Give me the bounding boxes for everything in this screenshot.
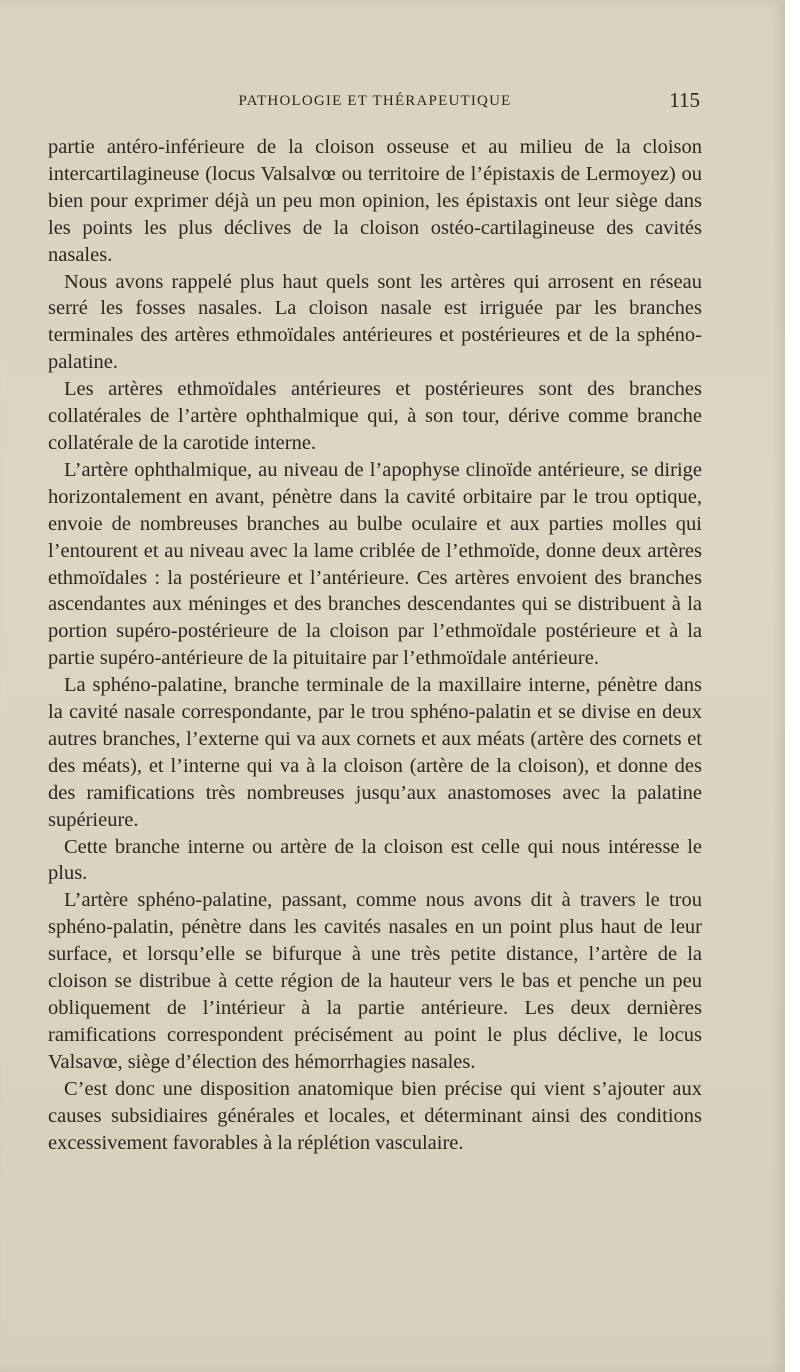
- page-edge: [785, 0, 800, 1372]
- paragraph: La sphéno-palatine, branche terminale de la maxillaire interne, pénètre dans la cavité nasale correspondante, par le trou sphéno-palatin et se divise en deux autres branches, l’externe qui va aux cornets et aux méats (artère des cornets et des méats), et l’interne qui va à la cloison (artère de la cloison), et donne des des ramifications très nombreuses jusqu’aux anastomoses avec la palatine supérieure.: [48, 674, 702, 831]
- body-text: [48, 134, 702, 1156]
- paragraph: L’artère sphéno-palatine, passant, comme nous avons dit à travers le trou sphéno-palatin, pénètre dans les cavités nasales en un point plus haut de leur surface, et lorsqu’elle se bifurque à une très petite distance, l’artère de la cloison se distribue à cette région de la hauteur vers le bas et penche un peu obliquement de l’intérieur à la partie antérieure. Les deux dernières ramifications correspondent précisément au point le plus déclive, le locus Valsavœ, siège d’élection des hémorrhagies nasales.: [48, 889, 702, 1073]
- paragraph: C’est donc une disposition anatomique bien précise qui vient s’ajouter aux causes subsidiaires générales et locales, et déterminant ainsi des conditions excessivement favorables à la réplétion vasculaire.: [48, 1077, 702, 1154]
- paragraph: Cette branche interne ou artère de la cloison est celle qui nous intéresse le plus.: [48, 835, 702, 885]
- paragraph: L’artère ophthalmique, au niveau de l’apophyse clinoïde antérieure, se dirige horizontalement en avant, pénètre dans la cavité orbitaire par le trou optique, envoie de nombreuses branches au bulbe oculaire et aux parties molles qui l’entourent et au niveau avec la lame criblée de l’ethmoïde, donne deux artères ethmoïdales : la postérieure et l’antérieure. Ces artères envoient des branches ascendantes aux méninges et des branches descendantes qui se distribuent à la portion supéro-postérieure de la cloison par l’ethmoïdale postérieure et à la partie supéro-antérieure de la pituitaire par l’ethmoïdale antérieure.: [48, 458, 702, 670]
- page-header: [48, 88, 702, 116]
- paragraph: Nous avons rappelé plus haut quels sont les artères qui arrosent en réseau serré les fosses nasales. La cloison nasale est irriguée par les branches terminales des artères ethmoïdales antérieures et postérieures et de la sphéno-palatine.: [48, 270, 702, 374]
- paragraph: partie antéro-inférieure de la cloison osseuse et au milieu de la cloison intercartilagineuse (locus Valsalvœ ou territoire de l’épistaxis de Lermoyez) ou bien pour exprimer déjà un peu mon opinion, les épistaxis ont leur siège dans les points les plus déclives de la cloison ostéo-cartilagineuse des cavités nasales.: [48, 136, 702, 266]
- paragraph: Les artères ethmoïdales antérieures et postérieures sont des branches collatérales de l’artère ophthalmique qui, à son tour, dérive comme branche collatérale de la carotide interne.: [48, 378, 702, 454]
- running-title: PATHOLOGIE ET THÉRAPEUTIQUE: [238, 93, 512, 109]
- page-number: 115: [669, 88, 700, 112]
